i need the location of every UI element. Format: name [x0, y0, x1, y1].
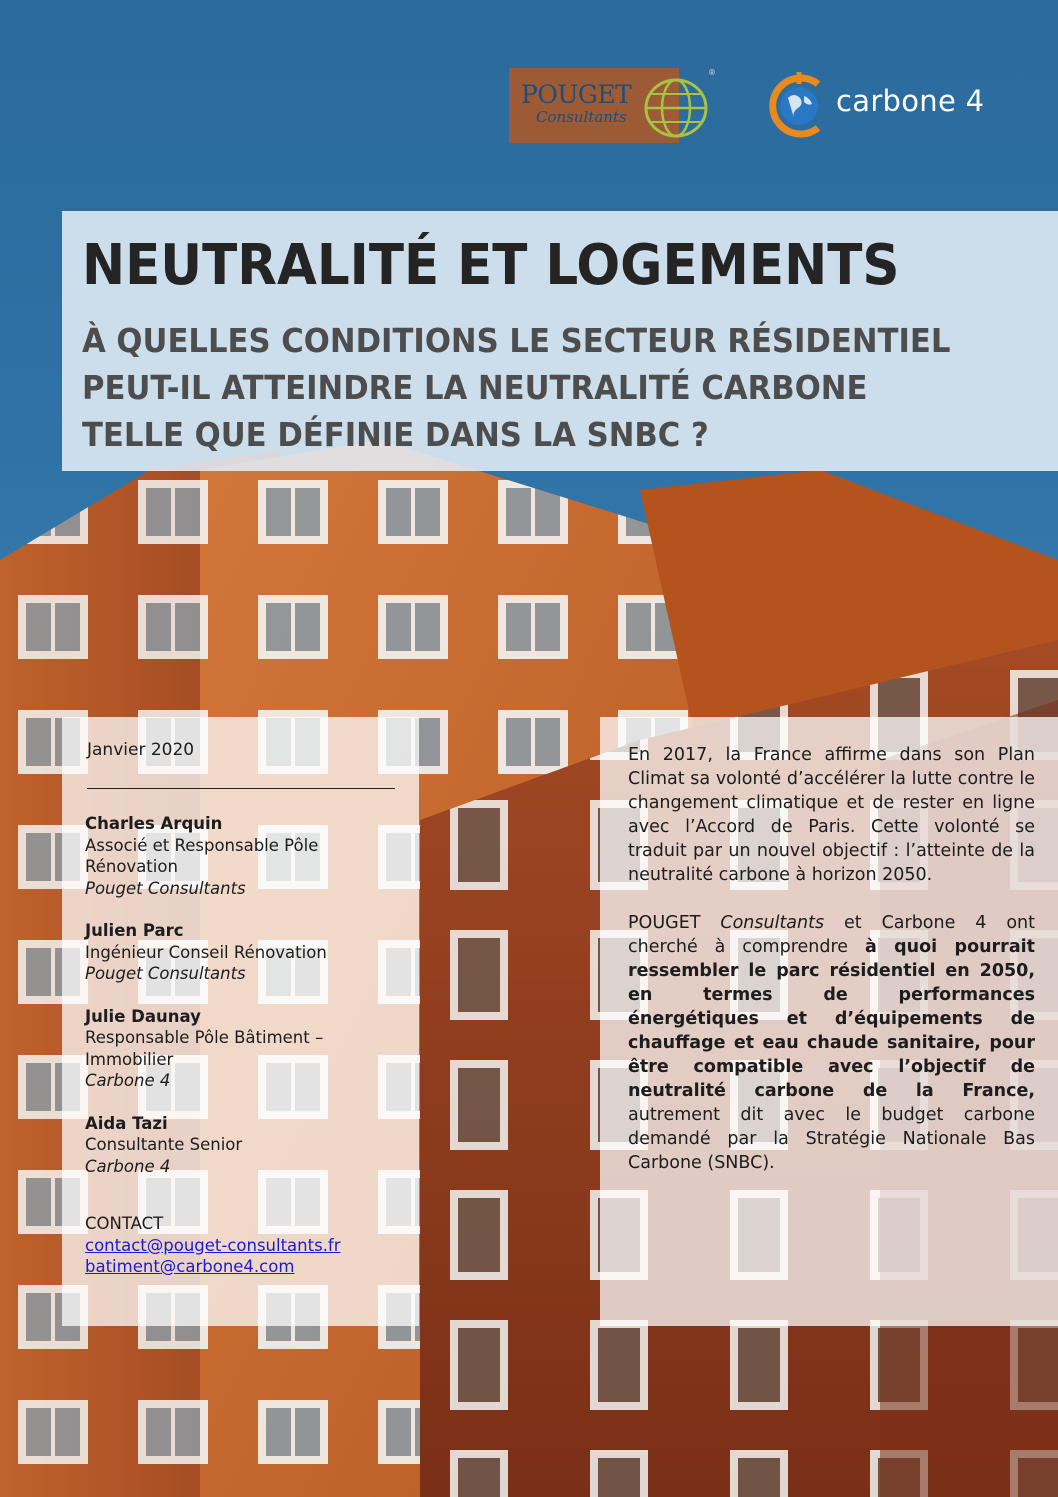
p2-text-2: et Carbone 4 ont cherché à comprendre [628, 913, 1035, 957]
author-organization: Carbone 4 [85, 1156, 171, 1176]
registered-mark-icon: ® [708, 68, 716, 77]
summary-paragraph-1: En 2017, la France affirme dans son Plan Climat sa volonté d’accélérer la lutte contre le changement climatique et de rester en ligne avec l’Accord de Paris. Cette volonté se traduit par un nouvel objectif : l’atteinte de la neutralité carbone à horizon 2050. [628, 745, 1035, 885]
pouget-globe-icon [640, 76, 712, 140]
summary-panel [600, 717, 1058, 1326]
contact-label: CONTACT [85, 1214, 164, 1233]
publication-date: Janvier 2020 [87, 740, 195, 760]
author-role: Consultante Senior [85, 1135, 243, 1154]
contact-email-link-pouget[interactable]: contact@pouget-consultants.fr [85, 1235, 341, 1255]
p2-text-bold: à quoi pourrait ressembler le parc résidentiel en 2050, en termes de performances énergétiques et d’équipements de chauffage et eau chaude sanitaire, pour être compatible avec l’objectif de neutralité carbone de la France, [628, 937, 1035, 1101]
summary-text [628, 743, 1035, 1199]
p2-text-3: autrement dit avec le budget carbone demandé par la Stratégie Nationale Bas Carbone (SNBC). [628, 1105, 1035, 1173]
p2-text-1: POUGET [628, 913, 721, 933]
author-entry [85, 920, 405, 985]
author-entry [85, 813, 405, 899]
author-entry [85, 1006, 405, 1092]
p2-text-italic: Consultants [720, 913, 825, 933]
subtitle-line-2: PEUT-IL ATTEINDRE LA NEUTRALITÉ CARBONE [82, 368, 868, 407]
subtitle-line-1: À QUELLES CONDITIONS LE SECTEUR RÉSIDENTIEL [82, 321, 951, 360]
contact-email-link-carbone4[interactable]: batiment@carbone4.com [85, 1257, 295, 1276]
carbone4-globe-icon [766, 70, 832, 140]
page-title: NEUTRALITÉ ET LOGEMENTS [82, 233, 900, 298]
author-name: Aida Tazi [85, 1113, 168, 1133]
author-role: Responsable Pôle Bâtiment – Immobilier [85, 1028, 324, 1069]
author-role: Associé et Responsable Pôle Rénovation [85, 835, 319, 876]
pouget-logo-sub: Consultants [536, 108, 627, 126]
author-list [85, 813, 405, 1198]
carbone4-logo [766, 70, 1006, 140]
author-name: Julien Parc [85, 921, 184, 940]
author-organization: Pouget Consultants [85, 878, 246, 898]
contact-block [85, 1213, 341, 1278]
subtitle-line-3: TELLE QUE DÉFINIE DANS LA SNBC ? [82, 415, 709, 454]
pouget-logo-name: POUGET [521, 80, 632, 109]
divider [87, 788, 395, 789]
title-band [62, 211, 1058, 471]
author-name: Charles Arquin [85, 814, 223, 833]
author-entry [85, 1113, 405, 1178]
author-organization: Pouget Consultants [85, 964, 246, 983]
page-subtitle [82, 317, 950, 458]
author-organization: Carbone 4 [85, 1071, 171, 1090]
authors-panel [62, 717, 419, 1326]
carbone4-logo-text: carbone 4 [836, 84, 985, 118]
author-name: Julie Daunay [85, 1006, 201, 1026]
summary-paragraph-2 [628, 911, 1035, 1175]
author-role: Ingénieur Conseil Rénovation [85, 942, 327, 962]
